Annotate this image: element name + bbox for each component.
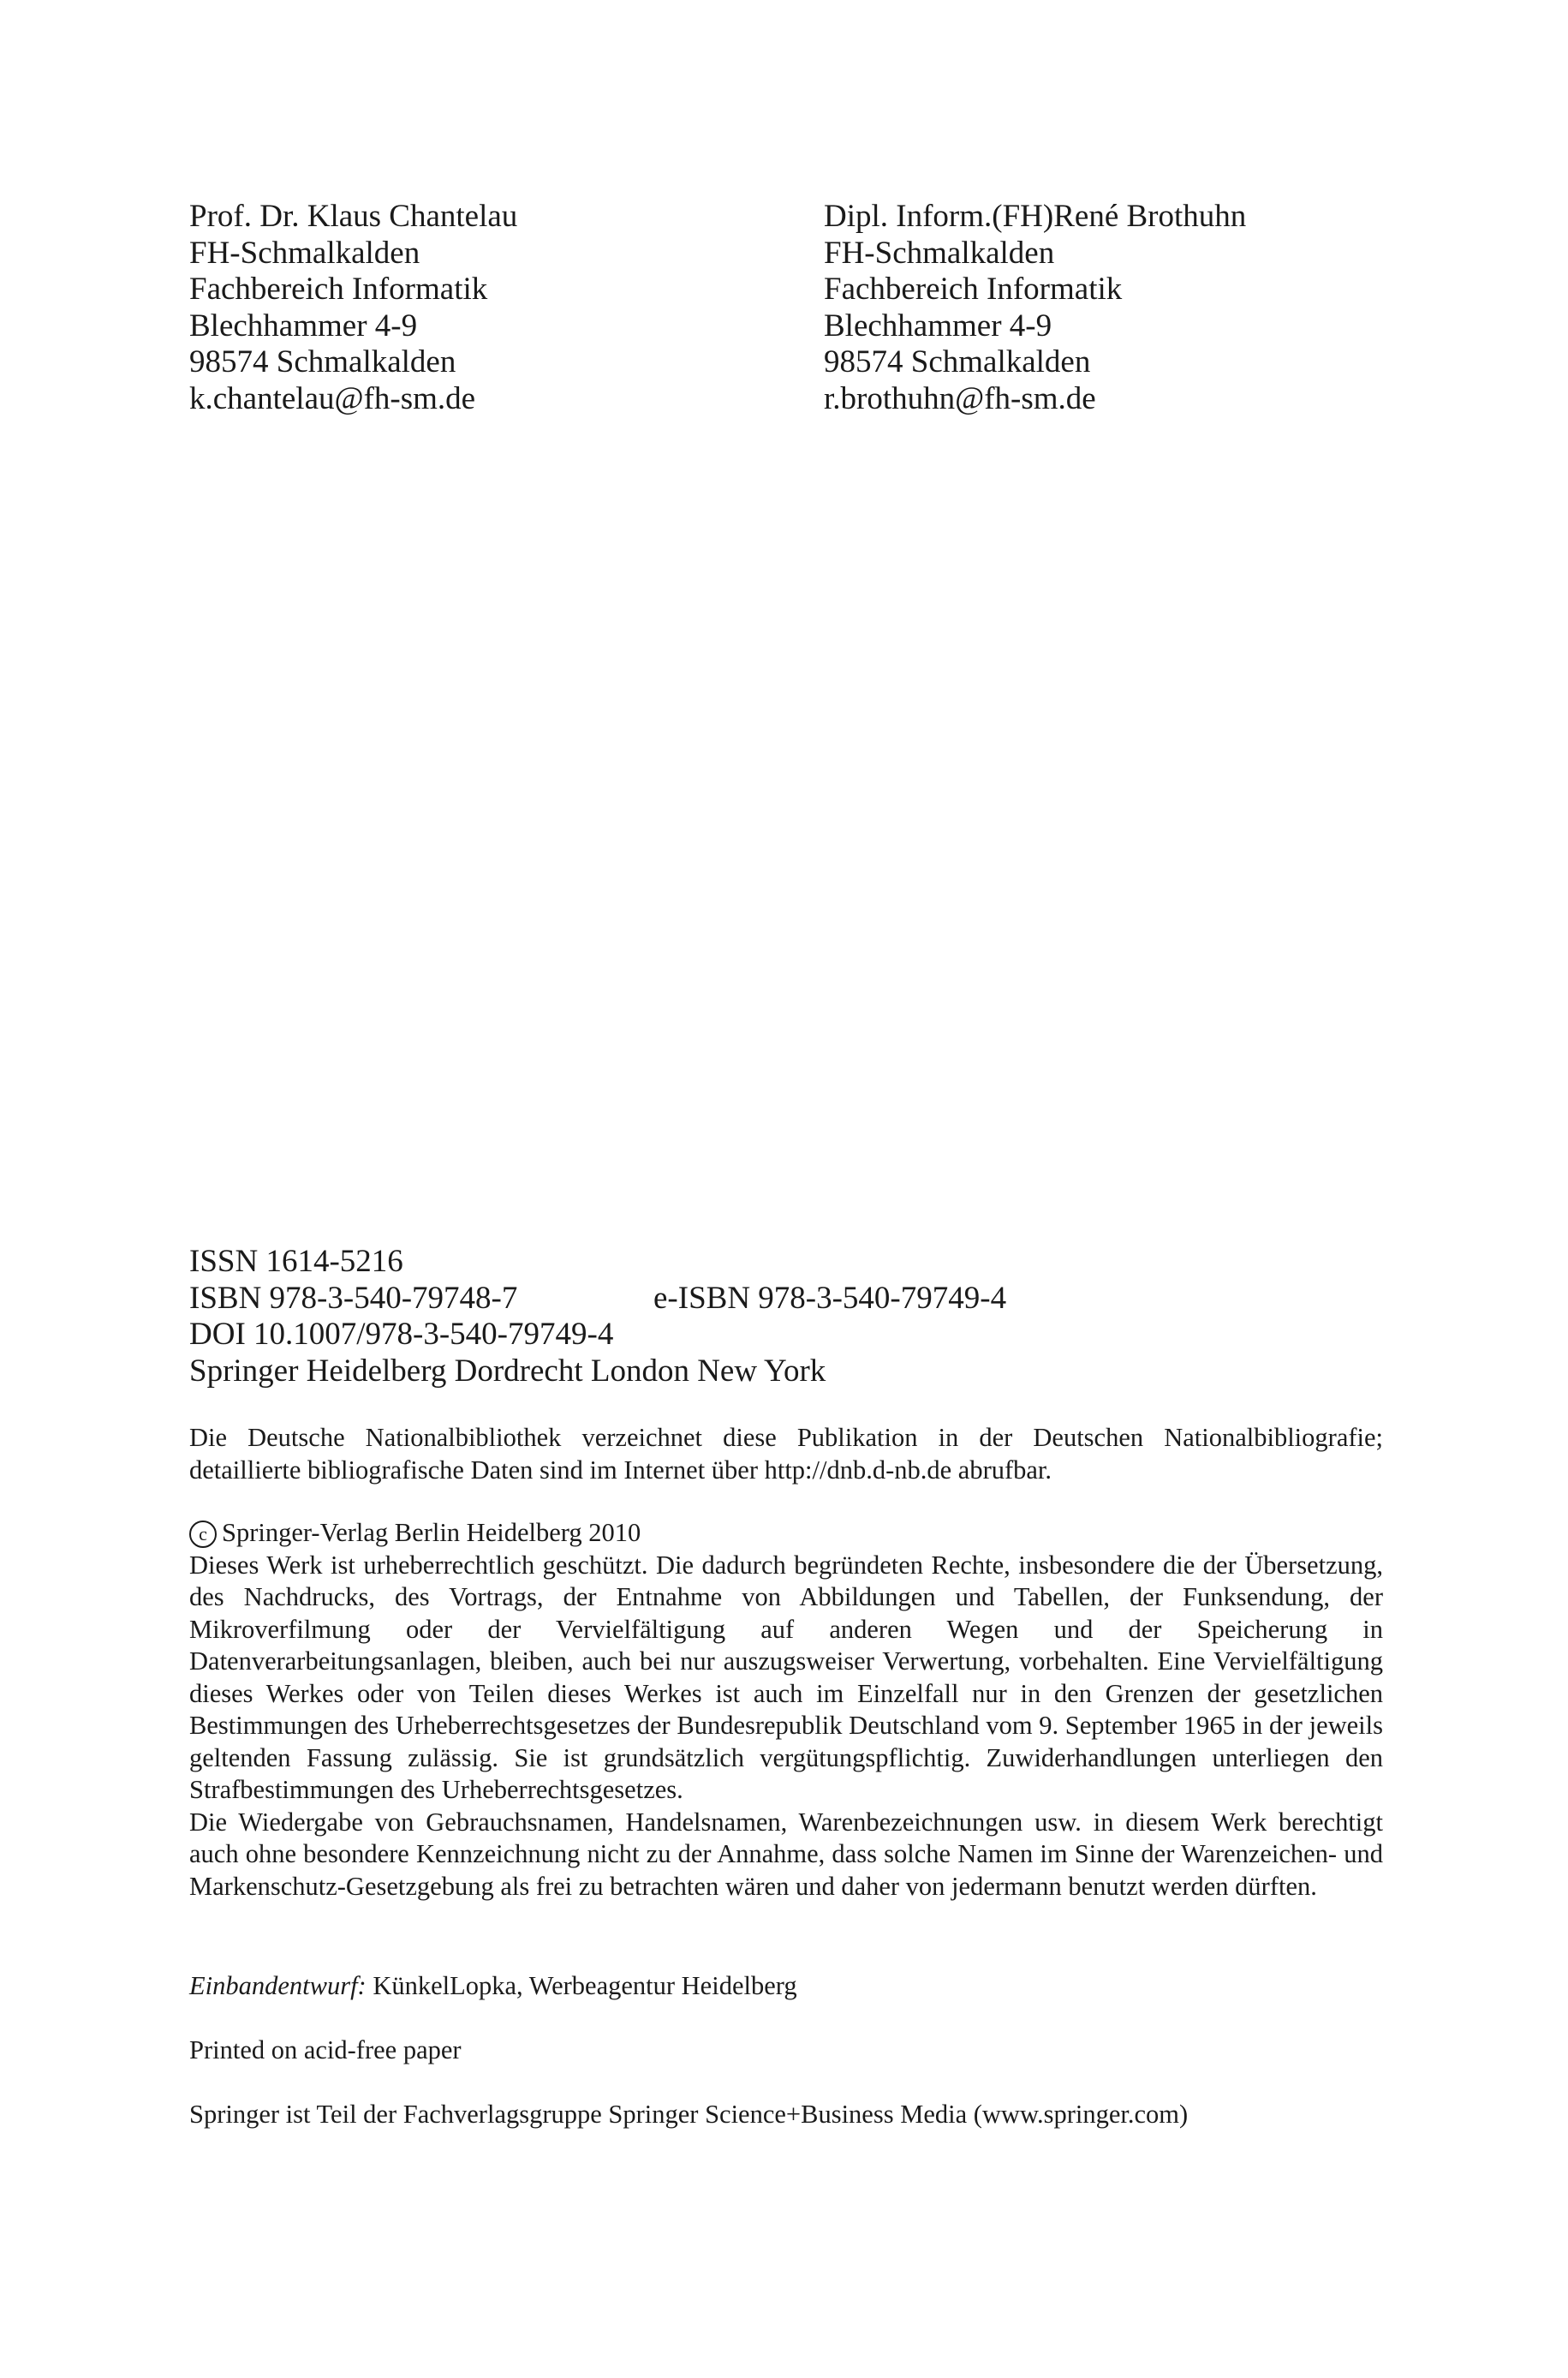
copyright-holder: Springer-Verlag Berlin Heidelberg 2010	[222, 1518, 641, 1547]
author-address-brothuhn	[824, 199, 1246, 417]
dnb-notice-line: Die Deutsche Nationalbibliothek verzeichnet diese Publikation in der Deutschen Nationalbibliografie;	[189, 1423, 1383, 1452]
author-address-chantelau	[189, 199, 517, 417]
author-street: Blechhammer 4-9	[824, 308, 1052, 344]
issn: ISSN 1614-5216	[189, 1244, 403, 1279]
dnb-notice-line: detaillierte bibliografische Daten sind im Internet über http://dnb.d-nb.de abrufbar.	[189, 1455, 1052, 1485]
isbn: ISBN 978-3-540-79748-7	[189, 1280, 518, 1316]
doi: DOI 10.1007/978-3-540-79749-4	[189, 1317, 614, 1352]
publication-identifiers	[189, 1244, 1007, 1389]
author-department: Fachbereich Informatik	[824, 272, 1123, 307]
author-email: k.chantelau@fh-sm.de	[189, 380, 476, 416]
author-name: Prof. Dr. Klaus Chantelau	[189, 199, 518, 234]
author-email: r.brothuhn@fh-sm.de	[824, 380, 1096, 416]
author-city: 98574 Schmalkalden	[824, 344, 1091, 379]
author-institution: FH-Schmalkalden	[189, 235, 420, 271]
springer-group-note: Springer ist Teil der Fachverlagsgruppe Springer Science+Business Media (www.springer.com)	[189, 2100, 1189, 2129]
copyright-icon: c	[189, 1521, 217, 1548]
dnb-notice	[189, 1422, 1383, 1486]
cover-design-label: Einbandentwurf:	[189, 1971, 367, 2000]
copyright-paragraph: Dieses Werk ist urheberrechtlich geschützt. Die dadurch begründeten Rechte, insbesondere die der Übersetzung, des Nachdrucks, des Vortrags, der Entnahme von Abbildungen und Tabellen, der Funksendung, der Mikroverfilmung oder der Vervielfältigung auf anderen Wegen und der Speicherung in Datenverarbeitungsanlagen, bleiben, auch bei nur auszugsweiser Verwertung, vorbehalten. Eine Vervielfältigung dieses Werkes oder von Teilen dieses Werkes ist auch im Einzelfall nur in den Grenzen der gesetzlichen Bestimmungen des Urheberrechtsgesetzes der Bundesrepublik Deutschland vom 9. September 1965 in der jeweils geltenden Fassung zulässig. Sie ist grundsätzlich vergütungspflichtig. Zuwiderhandlungen unterliegen den Strafbestimmungen des Urheberrechtsgesetzes.	[189, 1550, 1383, 1804]
copyright-holder-line	[189, 1517, 1383, 1550]
isbn-row	[189, 1280, 1007, 1317]
author-institution: FH-Schmalkalden	[824, 235, 1055, 271]
cover-design-value: KünkelLopka, Werbeagentur Heidelberg	[373, 1971, 797, 2000]
cover-design-credit	[189, 1970, 1383, 2003]
e-isbn: e-ISBN 978-3-540-79749-4	[653, 1280, 1007, 1316]
copyright-notice	[189, 1517, 1383, 1903]
author-name: Dipl. Inform.(FH)René Brothuhn	[824, 199, 1247, 234]
author-street: Blechhammer 4-9	[189, 308, 418, 344]
trademark-paragraph: Die Wiedergabe von Gebrauchsnamen, Handelsnamen, Warenbezeichnungen usw. in diesem Werk berechtigt auch ohne besondere Kennzeichnung nicht zu der Annahme, dass solche Namen im Sinne der Warenzeichen- und Markenschutz-Gesetzgebung als frei zu betrachten wären und daher von jedermann benutzt werden dürften.	[189, 1807, 1383, 1901]
author-city: 98574 Schmalkalden	[189, 344, 456, 379]
author-department: Fachbereich Informatik	[189, 272, 488, 307]
paper-note: Printed on acid-free paper	[189, 2035, 462, 2064]
publisher-cities: Springer Heidelberg Dordrecht London New York	[189, 1353, 826, 1389]
